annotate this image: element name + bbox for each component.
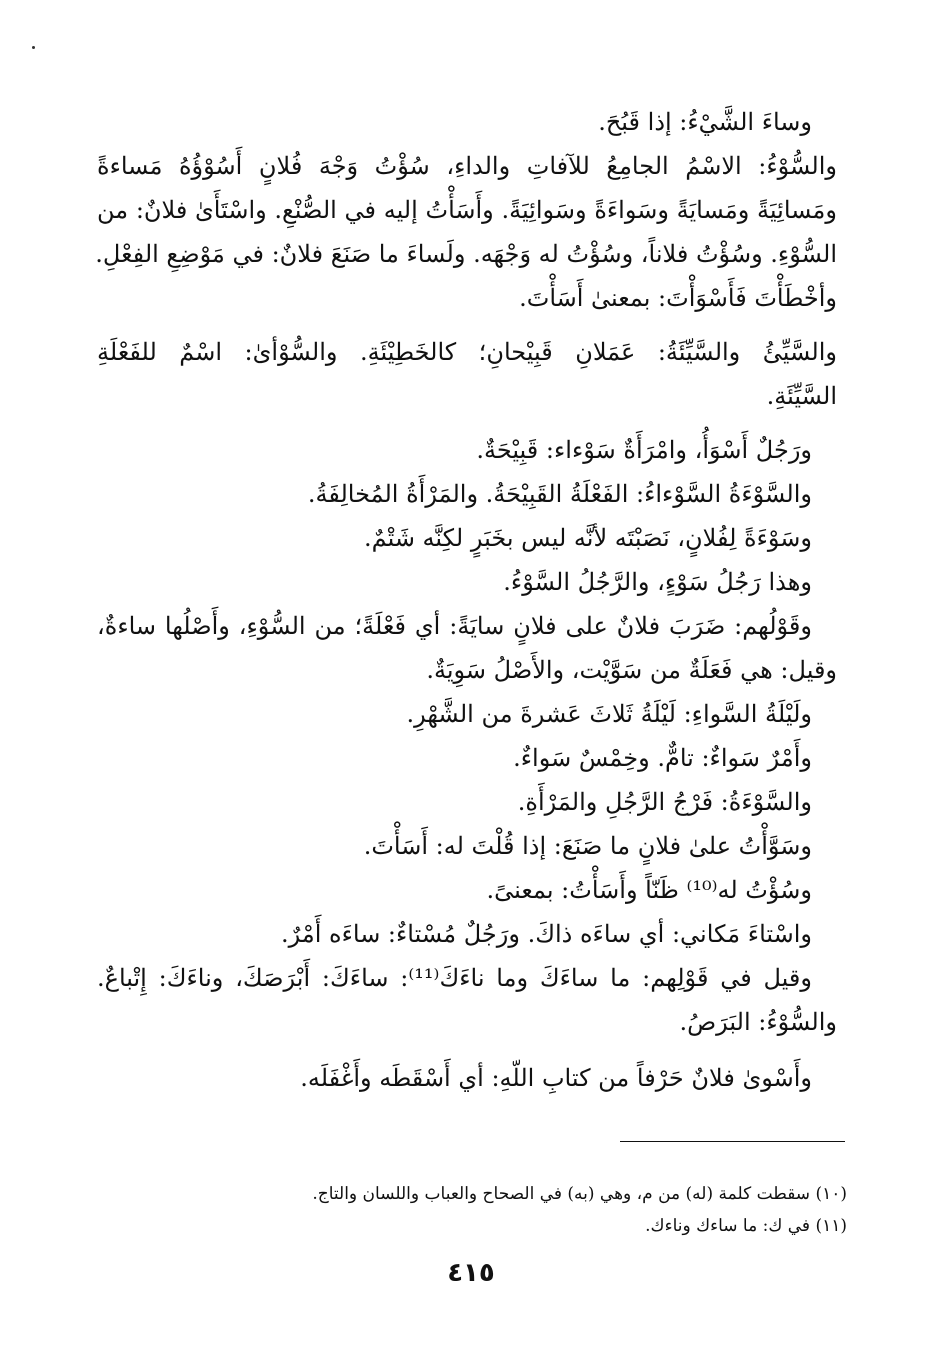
- body-line: وسَوْءَةً لِفُلانٍ، نَصَبْتَه لأنَّه ليس بخَبَرٍ لكِنَّه شَتْمٌ.: [363, 524, 812, 552]
- body-line: واسْتاءَ مَكاني: أي ساءَه ذاكَ. ورَجُلٌ مُسْتاءٌ: ساءَه أَمْرٌ.: [281, 920, 812, 948]
- body-line: ورَجُلٌ أَسْوَأُ، وامْرَأَةٌ سَوْءاء: قَبِيْحَةٌ.: [476, 436, 812, 464]
- body-line: وسَوَّأْتُ علىٰ فلانٍ ما صَنَعَ: إذا قُلْتَ له: أَسَأْتَ.: [363, 832, 812, 860]
- body-line: والسَّيِّئُ والسَّيِّئَةُ: عَمَلانِ قَبِيْحانِ؛ كالخَطِيْئَةِ. والسُّوْأىٰ: اسْمٌ للفَعْلَةِ: [97, 338, 837, 366]
- body-line: وأَمْرٌ سَواءٌ: تامٌّ. وخِمْسٌ سَواءٌ.: [513, 744, 812, 772]
- body-line: وقَوْلُهم: ضَرَبَ فلانٌ على فلانٍ سايَةً: أي فَعْلَةً؛ من السُّوْءِ، وأَصْلُها ساءةٌ،: [97, 612, 812, 640]
- page-number: ٤١٥: [447, 1258, 495, 1288]
- body-line: والسَّوْءَةُ السَّوْءاءُ: الفَعْلَةُ القَبِيْحَةُ. والمَرْأَةُ المُخالِفَةُ.: [307, 480, 812, 508]
- body-line: وقيل في قَوْلِهم: ما ساءَكَ وما ناءَكَ⁽¹¹⁾: ساءَكَ: أَبْرَصَكَ، وناءَكَ: إِتْباعٌ.: [97, 964, 812, 992]
- footnote: (١٠) سقطت كلمة (له) من م، وهي (به) في الصحاح والعباب واللسان والتاج.: [312, 1184, 847, 1204]
- body-line: السَّيِّئَةِ.: [766, 382, 837, 410]
- body-line: وهذا رَجُلُ سَوْءٍ، والرَّجُلُ السَّوْءُ.: [503, 568, 812, 596]
- body-line: والسَّوْءَةُ: فَرْجُ الرَّجُلِ والمَرْأَةِ.: [517, 788, 812, 816]
- body-line: وسُؤْتُ له⁽¹⁰⁾ ظَنّاً وأَسَأْتُ: بمعنىً.: [486, 876, 812, 904]
- body-line: وساءَ الشَّيْءُ: إذا قَبُحَ.: [598, 108, 812, 136]
- footnote-separator: [620, 1141, 845, 1142]
- body-line: ولَيْلَةُ السَّواءِ: لَيْلَةُ ثَلاثَ عَشرةَ من الشَّهْرِ.: [406, 700, 812, 728]
- scan-speck: [32, 46, 35, 49]
- body-line: السُّوْءِ. وسُؤْتُ فلاناً، وسُؤْتُ له وَجْهَه. ولَساءَ ما صَنَعَ فلانٌ: في مَوْضِعِ الفِعْلِ.: [95, 240, 837, 268]
- body-line: والسُّوْءُ: الاسْمُ الجامِعُ للآفاتِ والداءِ، سُؤْتُ وَجْهَ فُلانٍ أَسُوْؤُهُ مَساءةً: [97, 152, 837, 180]
- body-line: وأخْطَأْتَ فَأَسْوَأْتَ: بمعنىٰ أَسَأْتَ.: [519, 284, 837, 312]
- footnote: (١١) في ك: ما ساءك وناءك.: [645, 1216, 847, 1236]
- body-line: وأَسْوىٰ فلانٌ حَرْفاً من كتابِ اللّهِ: أي أَسْقَطَه وأَغْفَلَه.: [300, 1064, 812, 1092]
- body-line: وقيل: هي فَعَلَةٌ من سَوَّيْت، والأَصْلُ سَوِيَةٌ.: [426, 656, 837, 684]
- body-line: ومَسائِيَةً ومَسايَةً وسَواءَةً وسَوائِيَةً. وأَسَأْتُ إليه في الصُّنْعِ. واسْتَأَىٰ فلانٌ: من: [97, 196, 837, 224]
- body-line: والسُّوْءُ: البَرَصُ.: [679, 1008, 837, 1036]
